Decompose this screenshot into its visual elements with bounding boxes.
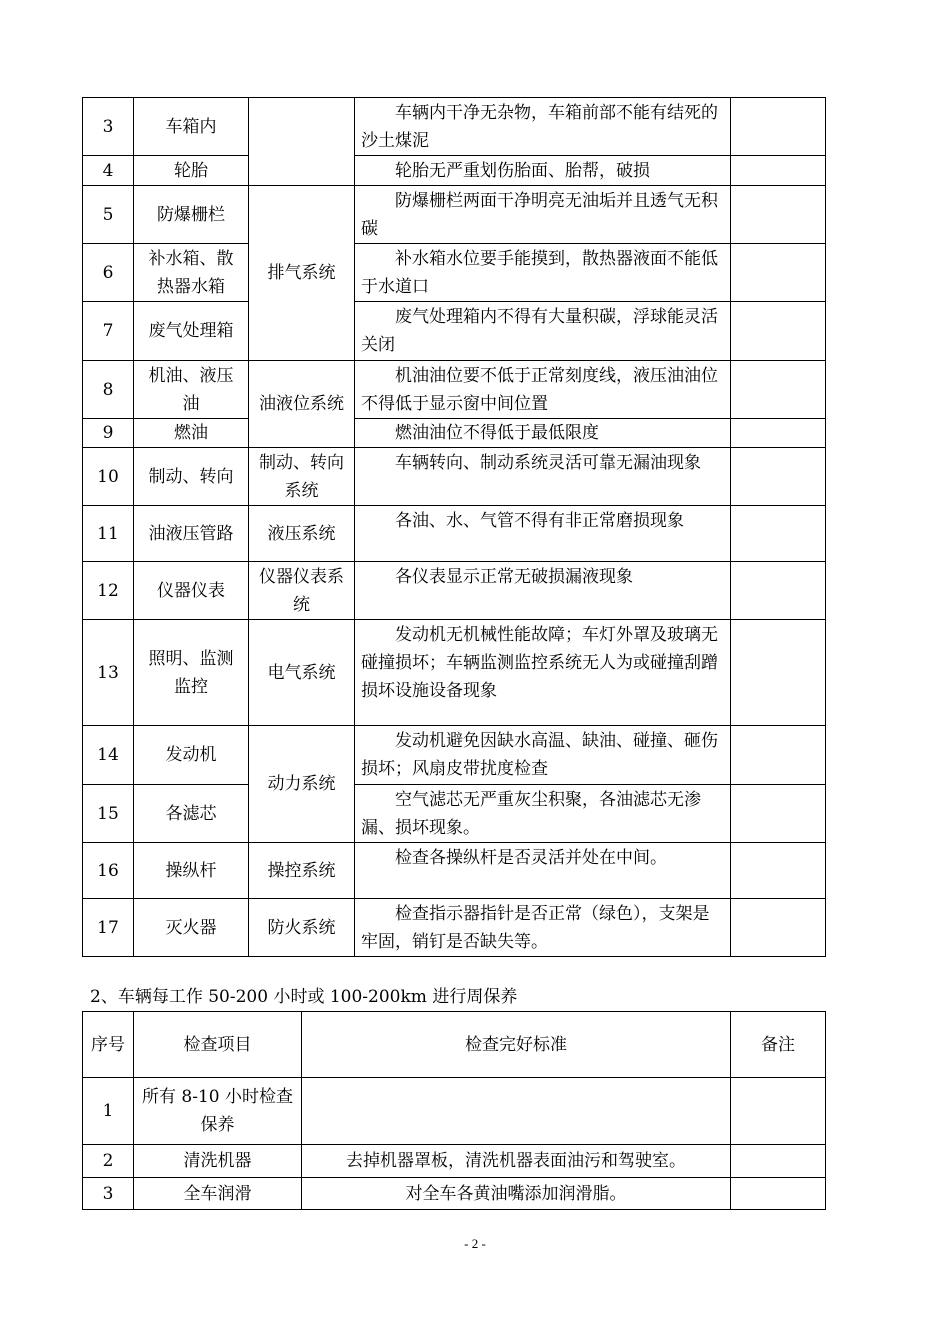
- check-item: 制动、转向: [134, 448, 249, 506]
- row-number: 5: [83, 186, 134, 244]
- row-number: 15: [83, 785, 134, 843]
- note-cell: [731, 98, 826, 156]
- table-header-row: [83, 1012, 826, 1078]
- note-cell: [731, 361, 826, 419]
- check-standard: 发动机避免因缺水高温、缺油、碰撞、砸伤损坏；风扇皮带扰度检查: [355, 726, 731, 785]
- note-cell: [731, 419, 826, 448]
- table-row: [83, 506, 826, 562]
- check-standard: 车辆内干净无杂物，车箱前部不能有结死的沙土煤泥: [355, 98, 731, 156]
- check-standard: 机油油位要不低于正常刻度线，液压油油位不得低于显示窗中间位置: [355, 361, 731, 419]
- system-cell: 排气系统: [249, 186, 355, 361]
- check-item: 所有 8-10 小时检查保养: [134, 1078, 302, 1145]
- check-item: 轮胎: [134, 156, 249, 186]
- check-item: 补水箱、散热器水箱: [134, 244, 249, 302]
- check-standard: 发动机无机械性能故障；车灯外罩及玻璃无碰撞损坏；车辆监测监控系统无人为或碰撞刮蹭损坏设施设备现象: [355, 620, 731, 726]
- check-standard: 车辆转向、制动系统灵活可靠无漏油现象: [355, 448, 731, 506]
- check-standard: 各仪表显示正常无破损漏液现象: [355, 562, 731, 620]
- table-row: [83, 448, 826, 506]
- table-row: [83, 1078, 826, 1145]
- note-cell: [731, 899, 826, 957]
- check-standard: 补水箱水位要手能摸到，散热器液面不能低于水道口: [355, 244, 731, 302]
- note-cell: [731, 1145, 826, 1178]
- check-standard: 去掉机器罩板，清洗机器表面油污和驾驶室。: [302, 1145, 731, 1178]
- table-row: [83, 302, 826, 361]
- row-number: 3: [83, 98, 134, 156]
- row-number: 14: [83, 726, 134, 785]
- table-row: [83, 620, 826, 726]
- note-cell: [731, 726, 826, 785]
- system-cell: 动力系统: [249, 726, 355, 843]
- table-row: [83, 843, 826, 899]
- table-row: [83, 244, 826, 302]
- table-row: [83, 361, 826, 419]
- check-item: 车箱内: [134, 98, 249, 156]
- table-row: [83, 1178, 826, 1210]
- check-standard: 防爆栅栏两面干净明亮无油垢并且透气无积碳: [355, 186, 731, 244]
- system-cell: [249, 98, 355, 186]
- header-number: 序号: [83, 1012, 134, 1078]
- check-standard: 废气处理箱内不得有大量积碳，浮球能灵活关闭: [355, 302, 731, 361]
- table-row: [83, 186, 826, 244]
- page-number: - 2 -: [464, 1236, 486, 1251]
- note-cell: [731, 785, 826, 843]
- table-row: [83, 785, 826, 843]
- inspection-table-weekly: [82, 1011, 826, 1210]
- check-item: 清洗机器: [134, 1145, 302, 1178]
- check-item: 各滤芯: [134, 785, 249, 843]
- check-item: 油液压管路: [134, 506, 249, 562]
- check-standard: 检查指示器指针是否正常（绿色），支架是牢固，销钉是否缺失等。: [355, 899, 731, 957]
- check-item: 燃油: [134, 419, 249, 448]
- table-row: [83, 726, 826, 785]
- check-item: 灭火器: [134, 899, 249, 957]
- row-number: 2: [83, 1145, 134, 1178]
- system-cell: 操控系统: [249, 843, 355, 899]
- table-row: [83, 899, 826, 957]
- row-number: 16: [83, 843, 134, 899]
- row-number: 9: [83, 419, 134, 448]
- row-number: 13: [83, 620, 134, 726]
- header-item: 检查项目: [134, 1012, 302, 1078]
- note-cell: [731, 562, 826, 620]
- row-number: 4: [83, 156, 134, 186]
- note-cell: [731, 843, 826, 899]
- table-row: [83, 419, 826, 448]
- row-number: 1: [83, 1078, 134, 1145]
- note-cell: [731, 186, 826, 244]
- row-number: 17: [83, 899, 134, 957]
- check-item: 全车润滑: [134, 1178, 302, 1210]
- note-cell: [731, 1078, 826, 1145]
- header-note: 备注: [731, 1012, 826, 1078]
- row-number: 6: [83, 244, 134, 302]
- check-item: 发动机: [134, 726, 249, 785]
- row-number: 12: [83, 562, 134, 620]
- note-cell: [731, 156, 826, 186]
- check-item: 防爆栅栏: [134, 186, 249, 244]
- check-item: 照明、监测监控: [134, 620, 249, 726]
- note-cell: [731, 620, 826, 726]
- check-standard: [302, 1078, 731, 1145]
- check-item: 仪器仪表: [134, 562, 249, 620]
- note-cell: [731, 244, 826, 302]
- check-item: 操纵杆: [134, 843, 249, 899]
- inspection-table-daily: [82, 97, 826, 957]
- row-number: 10: [83, 448, 134, 506]
- table-row: [83, 1145, 826, 1178]
- row-number: 11: [83, 506, 134, 562]
- check-item: 机油、液压油: [134, 361, 249, 419]
- table-row: [83, 98, 826, 156]
- header-standard: 检查完好标准: [302, 1012, 731, 1078]
- note-cell: [731, 302, 826, 361]
- table-row: [83, 156, 826, 186]
- check-standard: 轮胎无严重划伤胎面、胎帮，破损: [355, 156, 731, 186]
- system-cell: 油液位系统: [249, 361, 355, 448]
- row-number: 8: [83, 361, 134, 419]
- table-row: [83, 562, 826, 620]
- note-cell: [731, 448, 826, 506]
- row-number: 3: [83, 1178, 134, 1210]
- check-standard: 燃油油位不得低于最低限度: [355, 419, 731, 448]
- system-cell: 防火系统: [249, 899, 355, 957]
- check-item: 废气处理箱: [134, 302, 249, 361]
- check-standard: 空气滤芯无严重灰尘积聚，各油滤芯无渗漏、损坏现象。: [355, 785, 731, 843]
- section-caption: 2、车辆每工作 50-200 小时或 100-200km 进行周保养: [90, 987, 518, 1007]
- note-cell: [731, 506, 826, 562]
- check-standard: 检查各操纵杆是否灵活并处在中间。: [355, 843, 731, 899]
- row-number: 7: [83, 302, 134, 361]
- system-cell: 制动、转向系统: [249, 448, 355, 506]
- check-standard: 对全车各黄油嘴添加润滑脂。: [302, 1178, 731, 1210]
- system-cell: 仪器仪表系统: [249, 562, 355, 620]
- note-cell: [731, 1178, 826, 1210]
- system-cell: 电气系统: [249, 620, 355, 726]
- check-standard: 各油、水、气管不得有非正常磨损现象: [355, 506, 731, 562]
- system-cell: 液压系统: [249, 506, 355, 562]
